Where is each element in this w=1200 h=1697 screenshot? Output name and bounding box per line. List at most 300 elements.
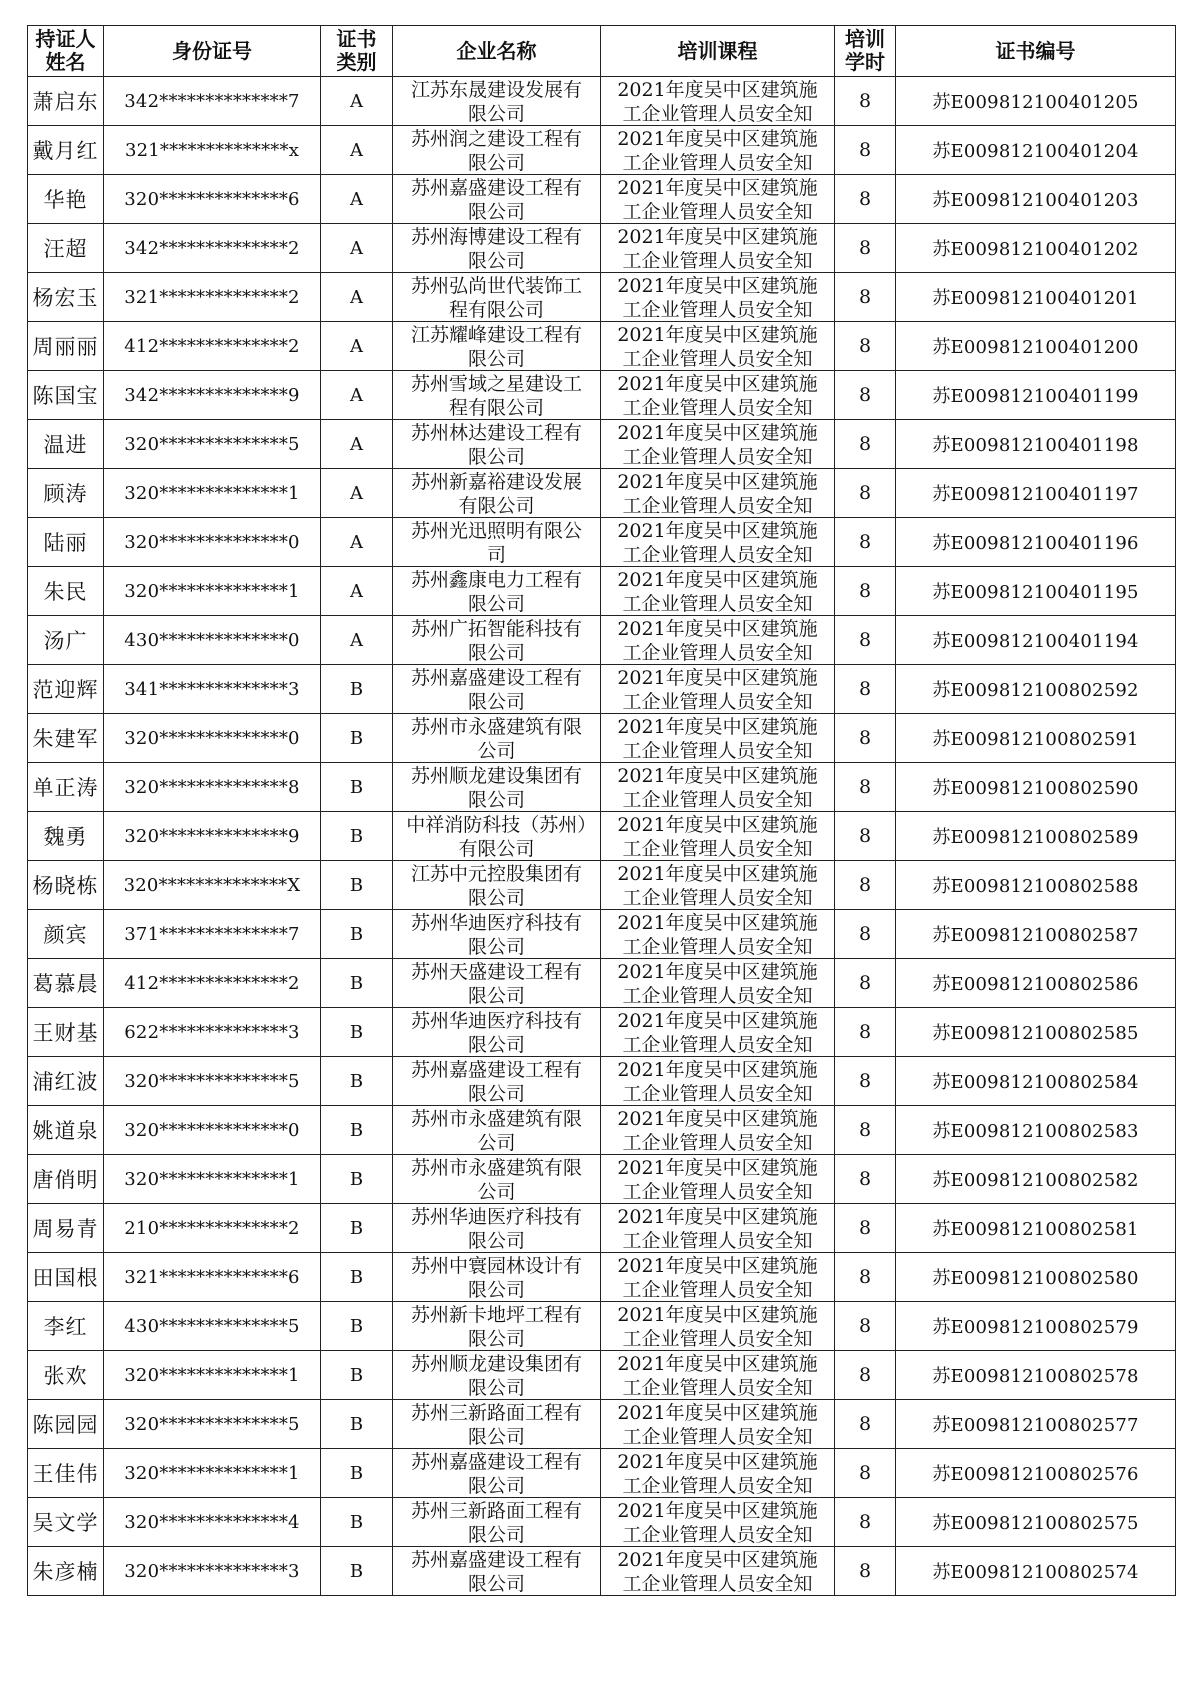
company-name-cell-text: 江苏中元控股集团有限公司 [410,863,582,908]
cert-number-cell: 苏E009812100802579 [896,1302,1176,1351]
training-hours-cell: 8 [835,322,896,371]
company-name-cell [393,1008,601,1057]
id-number-cell: 342**************7 [104,77,321,126]
cert-type-cell: A [321,273,393,322]
course-name-cell-text: 2021年度吴中区建筑施工企业管理人员安全知 [617,569,818,614]
training-hours-cell: 8 [835,1400,896,1449]
id-number-cell: 320**************1 [104,567,321,616]
course-name-cell [601,1155,835,1204]
training-hours-cell: 8 [835,616,896,665]
company-name-cell [393,714,601,763]
company-name-cell [393,616,601,665]
course-name-cell [601,420,835,469]
company-name-cell-text: 苏州广拓智能科技有限公司 [410,618,582,663]
company-name-cell [393,812,601,861]
holder-name-cell: 朱建军 [28,714,104,763]
company-name-cell-text: 江苏东晟建设发展有限公司 [410,79,582,124]
training-hours-cell: 8 [835,77,896,126]
company-name-cell-text: 苏州新卡地坪工程有限公司 [410,1304,582,1349]
header-cert-type [321,26,393,77]
training-hours-cell: 8 [835,1057,896,1106]
company-name-cell [393,1253,601,1302]
table-row [28,1253,1176,1302]
holder-name-cell: 温进 [28,420,104,469]
cert-number-cell: 苏E009812100802576 [896,1449,1176,1498]
cert-number-cell: 苏E009812100401197 [896,469,1176,518]
cert-number-cell: 苏E009812100401199 [896,371,1176,420]
cert-number-cell: 苏E009812100802587 [896,910,1176,959]
course-name-cell [601,1302,835,1351]
table-row [28,1351,1176,1400]
company-name-cell-text: 苏州顺龙建设集团有限公司 [410,1353,582,1398]
course-name-cell [601,567,835,616]
header-course [601,26,835,77]
table-row [28,1008,1176,1057]
company-name-cell [393,175,601,224]
training-hours-cell: 8 [835,1155,896,1204]
training-hours-cell: 8 [835,861,896,910]
id-number-cell: 320**************0 [104,714,321,763]
cert-type-cell: B [321,1498,393,1547]
cert-number-cell: 苏E009812100802574 [896,1547,1176,1596]
company-name-cell-text: 苏州雪域之星建设工程有限公司 [410,373,582,418]
certificate-roster-table [27,25,1176,1596]
company-name-cell [393,1106,601,1155]
cert-type-cell: A [321,322,393,371]
cert-type-cell: B [321,1253,393,1302]
id-number-cell: 342**************9 [104,371,321,420]
id-number-cell: 320**************4 [104,1498,321,1547]
table-body [28,77,1176,1596]
training-hours-cell: 8 [835,126,896,175]
training-hours-cell: 8 [835,1008,896,1057]
cert-type-cell: B [321,861,393,910]
cert-number-cell: 苏E009812100401201 [896,273,1176,322]
company-name-cell-text: 苏州市永盛建筑有限公司 [410,1108,582,1153]
company-name-cell [393,518,601,567]
cert-type-cell: B [321,763,393,812]
cert-number-cell: 苏E009812100401200 [896,322,1176,371]
training-hours-cell: 8 [835,175,896,224]
cert-type-cell: A [321,469,393,518]
holder-name-cell: 顾涛 [28,469,104,518]
holder-name-cell: 朱彦楠 [28,1547,104,1596]
company-name-cell-text: 苏州嘉盛建设工程有限公司 [410,1059,582,1104]
table-row [28,126,1176,175]
holder-name-cell: 吴文学 [28,1498,104,1547]
id-number-cell: 320**************5 [104,420,321,469]
cert-number-cell: 苏E009812100802584 [896,1057,1176,1106]
id-number-cell: 320**************6 [104,175,321,224]
table-row [28,714,1176,763]
company-name-cell-text: 苏州海博建设工程有限公司 [410,226,582,271]
cert-number-cell: 苏E009812100401198 [896,420,1176,469]
holder-name-cell: 华艳 [28,175,104,224]
holder-name-cell: 杨晓栋 [28,861,104,910]
table-row [28,1547,1176,1596]
training-hours-cell: 8 [835,763,896,812]
id-number-cell: 320**************X [104,861,321,910]
table-row [28,812,1176,861]
header-hours [835,26,896,77]
cert-number-cell: 苏E009812100401194 [896,616,1176,665]
holder-name-cell: 姚道泉 [28,1106,104,1155]
cert-type-cell: B [321,1057,393,1106]
company-name-cell-text: 苏州光迅照明有限公司 [410,520,582,565]
id-number-cell: 320**************1 [104,1155,321,1204]
training-hours-cell: 8 [835,714,896,763]
company-name-cell-text: 苏州三新路面工程有限公司 [410,1402,582,1447]
cert-type-cell: A [321,371,393,420]
holder-name-cell: 周丽丽 [28,322,104,371]
training-hours-cell: 8 [835,1547,896,1596]
company-name-cell-text: 苏州嘉盛建设工程有限公司 [410,1549,582,1594]
header-cert-type-label: 证书类别 [336,27,377,74]
cert-type-cell: B [321,665,393,714]
course-name-cell [601,224,835,273]
table-row [28,861,1176,910]
table-row [28,1106,1176,1155]
course-name-cell-text: 2021年度吴中区建筑施工企业管理人员安全知 [617,373,818,418]
course-name-cell-text: 2021年度吴中区建筑施工企业管理人员安全知 [617,324,818,369]
course-name-cell-text: 2021年度吴中区建筑施工企业管理人员安全知 [617,1157,818,1202]
cert-type-cell: B [321,1008,393,1057]
company-name-cell-text: 苏州顺龙建设集团有限公司 [410,765,582,810]
company-name-cell [393,224,601,273]
company-name-cell-text: 苏州嘉盛建设工程有限公司 [410,177,582,222]
course-name-cell-text: 2021年度吴中区建筑施工企业管理人员安全知 [617,1108,818,1153]
table-row [28,1204,1176,1253]
training-hours-cell: 8 [835,1253,896,1302]
id-number-cell: 320**************1 [104,1449,321,1498]
cert-number-cell: 苏E009812100401196 [896,518,1176,567]
id-number-cell: 320**************0 [104,1106,321,1155]
training-hours-cell: 8 [835,1302,896,1351]
course-name-cell [601,1351,835,1400]
course-name-cell-text: 2021年度吴中区建筑施工企业管理人员安全知 [617,422,818,467]
training-hours-cell: 8 [835,567,896,616]
training-hours-cell: 8 [835,518,896,567]
course-name-cell [601,910,835,959]
course-name-cell-text: 2021年度吴中区建筑施工企业管理人员安全知 [617,765,818,810]
course-name-cell [601,861,835,910]
training-hours-cell: 8 [835,224,896,273]
course-name-cell-text: 2021年度吴中区建筑施工企业管理人员安全知 [617,1402,818,1447]
cert-number-cell: 苏E009812100802583 [896,1106,1176,1155]
company-name-cell-text: 中祥消防科技（苏州）有限公司 [406,814,587,859]
cert-number-cell: 苏E009812100802580 [896,1253,1176,1302]
cert-type-cell: B [321,1155,393,1204]
company-name-cell [393,910,601,959]
course-name-cell-text: 2021年度吴中区建筑施工企业管理人员安全知 [617,1451,818,1496]
holder-name-cell: 杨宏玉 [28,273,104,322]
header-id-number-label: 身份证号 [172,38,252,63]
cert-number-cell: 苏E009812100802582 [896,1155,1176,1204]
training-hours-cell: 8 [835,1204,896,1253]
header-company [393,26,601,77]
table-row [28,469,1176,518]
course-name-cell-text: 2021年度吴中区建筑施工企业管理人员安全知 [617,912,818,957]
table-row [28,1498,1176,1547]
course-name-cell [601,469,835,518]
cert-type-cell: A [321,616,393,665]
course-name-cell-text: 2021年度吴中区建筑施工企业管理人员安全知 [617,1255,818,1300]
company-name-cell [393,567,601,616]
holder-name-cell: 范迎辉 [28,665,104,714]
holder-name-cell: 李红 [28,1302,104,1351]
cert-type-cell: B [321,1400,393,1449]
course-name-cell [601,1008,835,1057]
holder-name-cell: 萧启东 [28,77,104,126]
cert-type-cell: A [321,420,393,469]
holder-name-cell: 陆丽 [28,518,104,567]
company-name-cell [393,420,601,469]
holder-name-cell: 单正涛 [28,763,104,812]
course-name-cell [601,1204,835,1253]
course-name-cell-text: 2021年度吴中区建筑施工企业管理人员安全知 [617,961,818,1006]
header-holder-label: 持证人姓名 [35,27,96,74]
company-name-cell-text: 苏州三新路面工程有限公司 [410,1500,582,1545]
company-name-cell-text: 苏州中寰园林设计有限公司 [410,1255,582,1300]
cert-type-cell: B [321,910,393,959]
table-row [28,371,1176,420]
training-hours-cell: 8 [835,665,896,714]
cert-number-cell: 苏E009812100802586 [896,959,1176,1008]
course-name-cell-text: 2021年度吴中区建筑施工企业管理人员安全知 [617,1500,818,1545]
course-name-cell-text: 2021年度吴中区建筑施工企业管理人员安全知 [617,275,818,320]
id-number-cell: 321**************6 [104,1253,321,1302]
table-header-row [28,26,1176,77]
table-row [28,910,1176,959]
company-name-cell [393,1302,601,1351]
course-name-cell [601,959,835,1008]
course-name-cell-text: 2021年度吴中区建筑施工企业管理人员安全知 [617,863,818,908]
course-name-cell-text: 2021年度吴中区建筑施工企业管理人员安全知 [617,226,818,271]
course-name-cell [601,322,835,371]
company-name-cell-text: 苏州鑫康电力工程有限公司 [410,569,582,614]
id-number-cell: 412**************2 [104,959,321,1008]
company-name-cell-text: 苏州润之建设工程有限公司 [410,128,582,173]
header-cert-number-label: 证书编号 [995,38,1076,63]
company-name-cell-text: 苏州弘尚世代装饰工程有限公司 [410,275,582,320]
cert-number-cell: 苏E009812100802592 [896,665,1176,714]
id-number-cell: 412**************2 [104,322,321,371]
company-name-cell-text: 苏州华迪医疗科技有限公司 [410,1010,582,1055]
company-name-cell-text: 苏州天盛建设工程有限公司 [410,961,582,1006]
course-name-cell [601,1498,835,1547]
cert-type-cell: B [321,959,393,1008]
company-name-cell [393,371,601,420]
cert-number-cell: 苏E009812100401203 [896,175,1176,224]
id-number-cell: 430**************0 [104,616,321,665]
company-name-cell-text: 苏州新嘉裕建设发展有限公司 [410,471,582,516]
id-number-cell: 320**************0 [104,518,321,567]
course-name-cell [601,1400,835,1449]
table-row [28,1155,1176,1204]
header-course-label: 培训课程 [677,38,758,63]
training-hours-cell: 8 [835,910,896,959]
cert-type-cell: A [321,567,393,616]
table-row [28,763,1176,812]
holder-name-cell: 王佳伟 [28,1449,104,1498]
id-number-cell: 622**************3 [104,1008,321,1057]
cert-type-cell: A [321,224,393,273]
id-number-cell: 320**************5 [104,1057,321,1106]
holder-name-cell: 葛慕晨 [28,959,104,1008]
company-name-cell [393,126,601,175]
training-hours-cell: 8 [835,1351,896,1400]
holder-name-cell: 浦红波 [28,1057,104,1106]
table-row [28,567,1176,616]
id-number-cell: 320**************5 [104,1400,321,1449]
training-hours-cell: 8 [835,1498,896,1547]
cert-number-cell: 苏E009812100802578 [896,1351,1176,1400]
holder-name-cell: 魏勇 [28,812,104,861]
training-hours-cell: 8 [835,371,896,420]
holder-name-cell: 王财基 [28,1008,104,1057]
id-number-cell: 210**************2 [104,1204,321,1253]
holder-name-cell: 张欢 [28,1351,104,1400]
training-hours-cell: 8 [835,959,896,1008]
cert-number-cell: 苏E009812100802577 [896,1400,1176,1449]
cert-number-cell: 苏E009812100802585 [896,1008,1176,1057]
course-name-cell-text: 2021年度吴中区建筑施工企业管理人员安全知 [617,1010,818,1055]
company-name-cell [393,1351,601,1400]
holder-name-cell: 陈园园 [28,1400,104,1449]
header-hours-label: 培训学时 [845,27,885,74]
course-name-cell [601,763,835,812]
id-number-cell: 320**************1 [104,469,321,518]
company-name-cell [393,1155,601,1204]
cert-number-cell: 苏E009812100802575 [896,1498,1176,1547]
id-number-cell: 342**************2 [104,224,321,273]
course-name-cell [601,616,835,665]
training-hours-cell: 8 [835,1449,896,1498]
table-row [28,518,1176,567]
id-number-cell: 371**************7 [104,910,321,959]
cert-type-cell: B [321,714,393,763]
course-name-cell [601,1106,835,1155]
id-number-cell: 341**************3 [104,665,321,714]
company-name-cell [393,1547,601,1596]
header-holder [28,26,104,77]
cert-number-cell: 苏E009812100401202 [896,224,1176,273]
cert-number-cell: 苏E009812100802591 [896,714,1176,763]
course-name-cell-text: 2021年度吴中区建筑施工企业管理人员安全知 [617,177,818,222]
company-name-cell-text: 苏州华迪医疗科技有限公司 [410,1206,582,1251]
id-number-cell: 321**************x [104,126,321,175]
course-name-cell-text: 2021年度吴中区建筑施工企业管理人员安全知 [617,520,818,565]
table-row [28,959,1176,1008]
company-name-cell-text: 苏州嘉盛建设工程有限公司 [410,667,582,712]
training-hours-cell: 8 [835,812,896,861]
company-name-cell [393,1057,601,1106]
course-name-cell-text: 2021年度吴中区建筑施工企业管理人员安全知 [617,1549,818,1594]
cert-type-cell: A [321,126,393,175]
holder-name-cell: 陈国宝 [28,371,104,420]
course-name-cell [601,714,835,763]
course-name-cell [601,518,835,567]
table-row [28,273,1176,322]
header-id-number [104,26,321,77]
course-name-cell-text: 2021年度吴中区建筑施工企业管理人员安全知 [617,471,818,516]
table-row [28,616,1176,665]
cert-number-cell: 苏E009812100802581 [896,1204,1176,1253]
cert-type-cell: B [321,1351,393,1400]
course-name-cell [601,126,835,175]
company-name-cell [393,469,601,518]
id-number-cell: 430**************5 [104,1302,321,1351]
cert-number-cell: 苏E009812100401205 [896,77,1176,126]
holder-name-cell: 朱民 [28,567,104,616]
course-name-cell-text: 2021年度吴中区建筑施工企业管理人员安全知 [617,1353,818,1398]
company-name-cell [393,322,601,371]
company-name-cell [393,273,601,322]
table-row [28,1400,1176,1449]
table-row [28,175,1176,224]
cert-type-cell: B [321,1302,393,1351]
table-row [28,420,1176,469]
company-name-cell [393,1498,601,1547]
cert-type-cell: A [321,175,393,224]
cert-number-cell: 苏E009812100401204 [896,126,1176,175]
header-company-label: 企业名称 [456,38,537,63]
holder-name-cell: 颜宾 [28,910,104,959]
training-hours-cell: 8 [835,469,896,518]
cert-number-cell: 苏E009812100802588 [896,861,1176,910]
holder-name-cell: 唐俏明 [28,1155,104,1204]
course-name-cell-text: 2021年度吴中区建筑施工企业管理人员安全知 [617,1059,818,1104]
course-name-cell [601,812,835,861]
course-name-cell [601,273,835,322]
cert-type-cell: B [321,812,393,861]
course-name-cell [601,1449,835,1498]
company-name-cell [393,861,601,910]
cert-type-cell: A [321,77,393,126]
course-name-cell [601,77,835,126]
table-row [28,224,1176,273]
company-name-cell [393,1449,601,1498]
company-name-cell-text: 苏州林达建设工程有限公司 [410,422,582,467]
course-name-cell-text: 2021年度吴中区建筑施工企业管理人员安全知 [617,814,818,859]
course-name-cell [601,665,835,714]
cert-type-cell: A [321,518,393,567]
company-name-cell-text: 苏州嘉盛建设工程有限公司 [410,1451,582,1496]
course-name-cell-text: 2021年度吴中区建筑施工企业管理人员安全知 [617,79,818,124]
id-number-cell: 320**************1 [104,1351,321,1400]
cert-type-cell: B [321,1106,393,1155]
course-name-cell [601,1057,835,1106]
holder-name-cell: 田国根 [28,1253,104,1302]
company-name-cell [393,1204,601,1253]
course-name-cell-text: 2021年度吴中区建筑施工企业管理人员安全知 [617,667,818,712]
course-name-cell [601,1547,835,1596]
course-name-cell-text: 2021年度吴中区建筑施工企业管理人员安全知 [617,618,818,663]
table-row [28,1057,1176,1106]
holder-name-cell: 汪超 [28,224,104,273]
cert-number-cell: 苏E009812100401195 [896,567,1176,616]
table-row [28,322,1176,371]
header-cert-number [896,26,1176,77]
id-number-cell: 321**************2 [104,273,321,322]
holder-name-cell: 周易青 [28,1204,104,1253]
course-name-cell-text: 2021年度吴中区建筑施工企业管理人员安全知 [617,1304,818,1349]
id-number-cell: 320**************8 [104,763,321,812]
cert-type-cell: B [321,1204,393,1253]
training-hours-cell: 8 [835,420,896,469]
cert-number-cell: 苏E009812100802590 [896,763,1176,812]
table-row [28,1302,1176,1351]
